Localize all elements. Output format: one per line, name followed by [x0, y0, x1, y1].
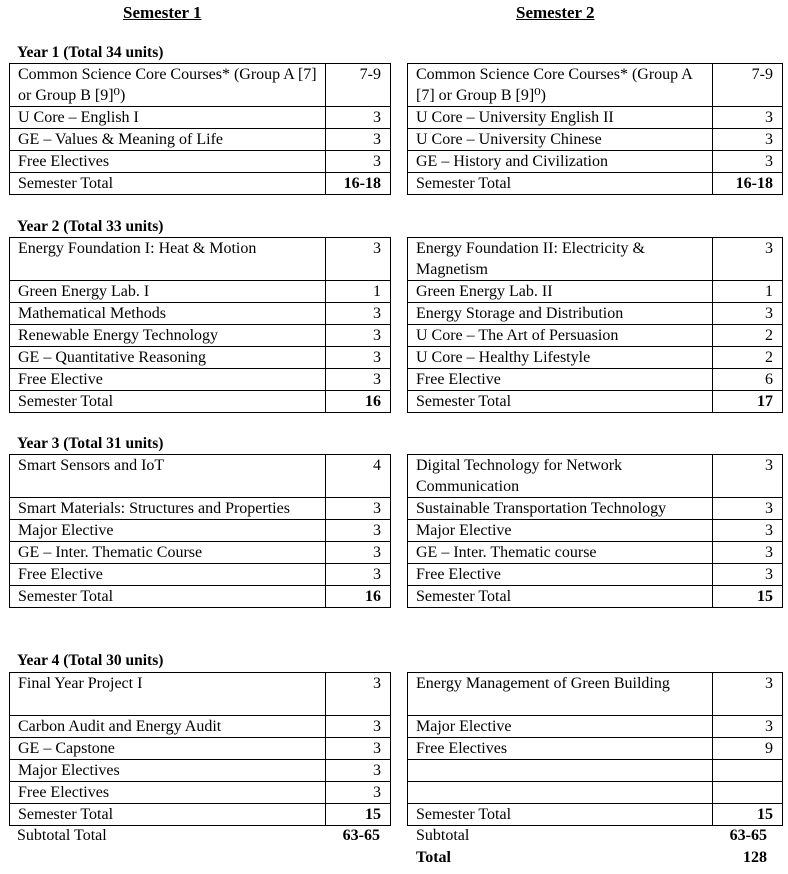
year3-s2-table [407, 454, 783, 608]
course-units: 3 [326, 782, 391, 804]
course-row [408, 520, 783, 542]
course-row [10, 542, 391, 564]
course-row [408, 760, 783, 782]
semester-total-units: 15 [713, 586, 783, 608]
course-units: 3 [713, 129, 783, 151]
semester-total-label: Semester Total [10, 391, 326, 413]
course-row [408, 238, 783, 281]
course-name: Free Elective [408, 564, 713, 586]
course-name: Sustainable Transportation Technology [408, 498, 713, 520]
semester-total-row [408, 586, 783, 608]
course-row [408, 498, 783, 520]
year4-s2-table [407, 672, 783, 826]
semester-total-row [408, 391, 783, 413]
semester-total-label: Semester Total [10, 804, 326, 826]
course-units: 3 [326, 129, 391, 151]
course-row [10, 520, 391, 542]
semester-total-row [408, 804, 783, 826]
course-row [408, 107, 783, 129]
course-units: 3 [326, 760, 391, 782]
course-row [10, 738, 391, 760]
course-units: 3 [326, 498, 391, 520]
course-name: Energy Management of Green Building [408, 673, 713, 716]
course-units: 3 [326, 520, 391, 542]
sem2-subtotal-value: 63-65 [729, 827, 767, 844]
year3-s1-table [9, 454, 391, 608]
course-row [10, 498, 391, 520]
course-units: 1 [713, 281, 783, 303]
course-name: GE – Inter. Thematic course [408, 542, 713, 564]
course-name: Energy Storage and Distribution [408, 303, 713, 325]
semester-total-units: 15 [326, 804, 391, 826]
course-row [408, 281, 783, 303]
course-units: 3 [713, 716, 783, 738]
course-units: 3 [713, 520, 783, 542]
course-units: 3 [713, 107, 783, 129]
course-name: Renewable Energy Technology [10, 325, 326, 347]
semester-total-units: 16-18 [326, 173, 391, 195]
course-row [10, 760, 391, 782]
grand-total-value: 128 [743, 849, 767, 866]
course-units: 3 [326, 303, 391, 325]
course-row [408, 455, 783, 498]
course-units: 3 [713, 455, 783, 498]
course-name: Free Electives [10, 782, 326, 804]
course-units: 7-9 [326, 64, 391, 107]
course-name: GE – Quantitative Reasoning [10, 347, 326, 369]
course-units: 3 [326, 542, 391, 564]
semester-total-label: Semester Total [408, 173, 713, 195]
course-units: 7-9 [713, 64, 783, 107]
course-units: 3 [326, 347, 391, 369]
course-units: 2 [713, 325, 783, 347]
course-row [10, 107, 391, 129]
course-row [408, 782, 783, 804]
course-row [10, 238, 391, 281]
course-row [408, 673, 783, 716]
course-name: Free Elective [10, 564, 326, 586]
year1-s1-table [9, 63, 391, 195]
course-row [408, 325, 783, 347]
course-name: U Core – The Art of Persuasion [408, 325, 713, 347]
year4-s1-table [9, 672, 391, 826]
course-name: Major Elective [10, 520, 326, 542]
course-row [10, 455, 391, 498]
semester-total-row [10, 586, 391, 608]
grand-total-label: Total [416, 849, 451, 866]
course-row [408, 151, 783, 173]
year2-s1-table [9, 237, 391, 413]
course-row [10, 673, 391, 716]
course-name: Major Elective [408, 520, 713, 542]
course-row [10, 151, 391, 173]
course-units: 3 [326, 325, 391, 347]
year-3-title: Year 3 (Total 31 units) [17, 435, 164, 452]
course-name: Smart Materials: Structures and Properties [10, 498, 326, 520]
course-units: 2 [713, 347, 783, 369]
course-name: Free Elective [408, 369, 713, 391]
course-row [10, 782, 391, 804]
course-units: 3 [326, 738, 391, 760]
year1-s2-table [407, 63, 783, 195]
course-name [408, 760, 713, 782]
course-units: 3 [713, 151, 783, 173]
course-row [10, 716, 391, 738]
course-name: Final Year Project I [10, 673, 326, 716]
course-name: U Core – University English II [408, 107, 713, 129]
course-row [10, 347, 391, 369]
course-name: Common Science Core Courses* (Group A [7] or Group B [9]⁰) [10, 64, 326, 107]
sem2-subtotal-label: Subtotal [416, 827, 470, 844]
semester-total-label: Semester Total [408, 391, 713, 413]
course-units: 3 [326, 673, 391, 716]
semester-2-heading: Semester 2 [516, 3, 595, 22]
course-name: Free Elective [10, 369, 326, 391]
semester-total-units: 16 [326, 391, 391, 413]
course-row [10, 325, 391, 347]
course-name: Common Science Core Courses* (Group A [7] or Group B [9]⁰) [408, 64, 713, 107]
course-name: Free Electives [408, 738, 713, 760]
year-2-title: Year 2 (Total 33 units) [17, 218, 164, 235]
course-units: 3 [326, 238, 391, 281]
course-units [713, 782, 783, 804]
course-row [408, 716, 783, 738]
semester-total-label: Semester Total [10, 586, 326, 608]
semester-total-units: 16 [326, 586, 391, 608]
course-units: 6 [713, 369, 783, 391]
course-name: Free Electives [10, 151, 326, 173]
course-units: 3 [326, 151, 391, 173]
semester-total-units: 17 [713, 391, 783, 413]
semester-1-heading: Semester 1 [123, 3, 202, 22]
semester-total-units: 16-18 [713, 173, 783, 195]
year2-s2-table [407, 237, 783, 413]
course-name: Major Electives [10, 760, 326, 782]
course-name: U Core – University Chinese [408, 129, 713, 151]
course-name: GE – Values & Meaning of Life [10, 129, 326, 151]
course-units: 4 [326, 455, 391, 498]
course-row [408, 303, 783, 325]
sem1-subtotal-label: Subtotal Total [17, 827, 107, 844]
course-name: U Core – Healthy Lifestyle [408, 347, 713, 369]
course-units: 3 [326, 716, 391, 738]
semester-total-label: Semester Total [10, 173, 326, 195]
course-name: Smart Sensors and IoT [10, 455, 326, 498]
semester-total-label: Semester Total [408, 586, 713, 608]
course-row [408, 129, 783, 151]
course-units: 3 [326, 369, 391, 391]
course-name: Digital Technology for Network Communication [408, 455, 713, 498]
course-units: 3 [713, 238, 783, 281]
course-name [408, 782, 713, 804]
course-name: Green Energy Lab. I [10, 281, 326, 303]
course-name: GE – Inter. Thematic Course [10, 542, 326, 564]
course-row [408, 369, 783, 391]
course-units: 9 [713, 738, 783, 760]
course-name: Green Energy Lab. II [408, 281, 713, 303]
semester-total-row [408, 173, 783, 195]
course-row [10, 564, 391, 586]
course-row [10, 369, 391, 391]
course-units: 3 [326, 564, 391, 586]
year-1-title: Year 1 (Total 34 units) [17, 44, 164, 61]
course-units: 3 [713, 303, 783, 325]
course-units: 3 [713, 673, 783, 716]
semester-total-row [10, 804, 391, 826]
course-row [408, 542, 783, 564]
semester-total-units: 15 [713, 804, 783, 826]
year-4-title: Year 4 (Total 30 units) [17, 652, 164, 669]
course-name: Mathematical Methods [10, 303, 326, 325]
course-units [713, 760, 783, 782]
course-units: 3 [713, 542, 783, 564]
course-row [408, 347, 783, 369]
semester-total-label: Semester Total [408, 804, 713, 826]
course-row [408, 64, 783, 107]
course-row [10, 281, 391, 303]
course-name: Carbon Audit and Energy Audit [10, 716, 326, 738]
course-row [10, 64, 391, 107]
course-row [10, 303, 391, 325]
course-name: U Core – English I [10, 107, 326, 129]
course-units: 3 [713, 564, 783, 586]
course-name: Energy Foundation II: Electricity & Magnetism [408, 238, 713, 281]
semester-total-row [10, 173, 391, 195]
course-name: GE – History and Civilization [408, 151, 713, 173]
semester-total-row [10, 391, 391, 413]
course-units: 3 [713, 498, 783, 520]
course-row [408, 738, 783, 760]
course-name: GE – Capstone [10, 738, 326, 760]
course-units: 3 [326, 107, 391, 129]
course-units: 1 [326, 281, 391, 303]
course-row [408, 564, 783, 586]
sem1-subtotal-value: 63-65 [342, 827, 380, 844]
course-name: Energy Foundation I: Heat & Motion [10, 238, 326, 281]
course-name: Major Elective [408, 716, 713, 738]
course-row [10, 129, 391, 151]
